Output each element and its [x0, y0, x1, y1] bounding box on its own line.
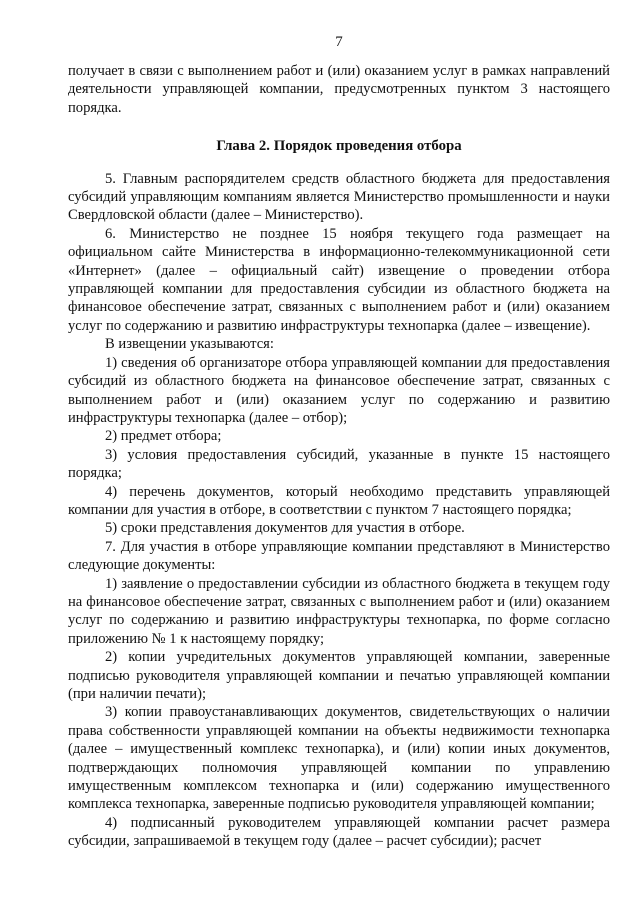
list-item: 4) подписанный руководителем управляющей компании расчет размера субсидии, запрашиваемой в текущем году (далее – расчет субсидии); расчет — [68, 814, 610, 850]
list-item: 2) предмет отбора; — [105, 428, 222, 445]
list-item: 1) сведения об организаторе отбора управляющей компании для предоставления субсидий из областного бюджета на финансовое обеспечение затрат, связанных с выполнением работ и (или) оказанием услуг по содержанию и развитию инфраструктуры технопарка (далее – отбор); — [68, 354, 610, 426]
paragraph-item-6: 6. Министерство не позднее 15 ноября текущего года размещает на официальном сайте Министерства в информационно-телекоммуникационной сети «Интернет» (далее – официальный сайт) извещение о проведении отбора управляющей компании для предоставления субсидии из областного бюджета на финансовое обеспечение затрат, связанных с выполнением работ и (или) оказанием услуг по содержанию и развитию инфраструктуры технопарка (далее – извещение). — [68, 225, 610, 334]
list-item: 4) перечень документов, который необходимо представить управляющей компании для участия в отборе, в соответствии с пунктом 7 настоящего порядка; — [68, 483, 610, 518]
list-item: 2) копии учредительных документов управляющей компании, заверенные подписью руководителя управляющей компании и печатью управляющей компании (при наличии печати); — [68, 649, 610, 702]
list-item: 3) копии правоустанавливающих документов, свидетельствующих о наличии права собственности управляющей компании на объекты недвижимости технопарка (далее – имущественный комплекс технопарка), и (или) копии иных документов, подтверждающих полномочия управляющей компании по управлению имущественным комплексом технопарка и (или) содержанию имущественного комплекса технопарка, заверенные подписью руководителя управляющей компании; — [68, 704, 610, 813]
chapter-heading: Глава 2. Порядок проведения отбора — [216, 138, 462, 155]
intro-paragraph: получает в связи с выполнением работ и (или) оказанием услуг в рамках направлений деятельности управляющей компании, предусмотренных пунктом 3 настоящего порядка. — [68, 63, 610, 116]
paragraph-item-5: 5. Главным распорядителем средств областного бюджета для предоставления субсидий управляющим компаниям является Министерство промышленности и науки Свердловской области (далее – Министерство). — [68, 170, 610, 224]
list-item: 5) сроки представления документов для участия в отборе. — [105, 520, 465, 537]
list-item: 1) заявление о предоставлении субсидии из областного бюджета в текущем году на финансовое обеспечение затрат, связанных с выполнением работ и (или) оказанием услуг по содержанию и развитию инфраструктуры технопарка, по форме согласно приложению № 1 к настоящему порядку; — [68, 575, 610, 647]
paragraph-item-7: 7. Для участия в отборе управляющие компании представляют в Министерство следующие документы: — [68, 538, 610, 574]
list-item: 3) условия предоставления субсидий, указанные в пункте 15 настоящего порядка; — [68, 446, 610, 482]
paragraph-notice-intro: В извещении указываются: — [105, 336, 274, 353]
body-text — [68, 170, 610, 851]
page-number: 7 — [335, 34, 343, 50]
